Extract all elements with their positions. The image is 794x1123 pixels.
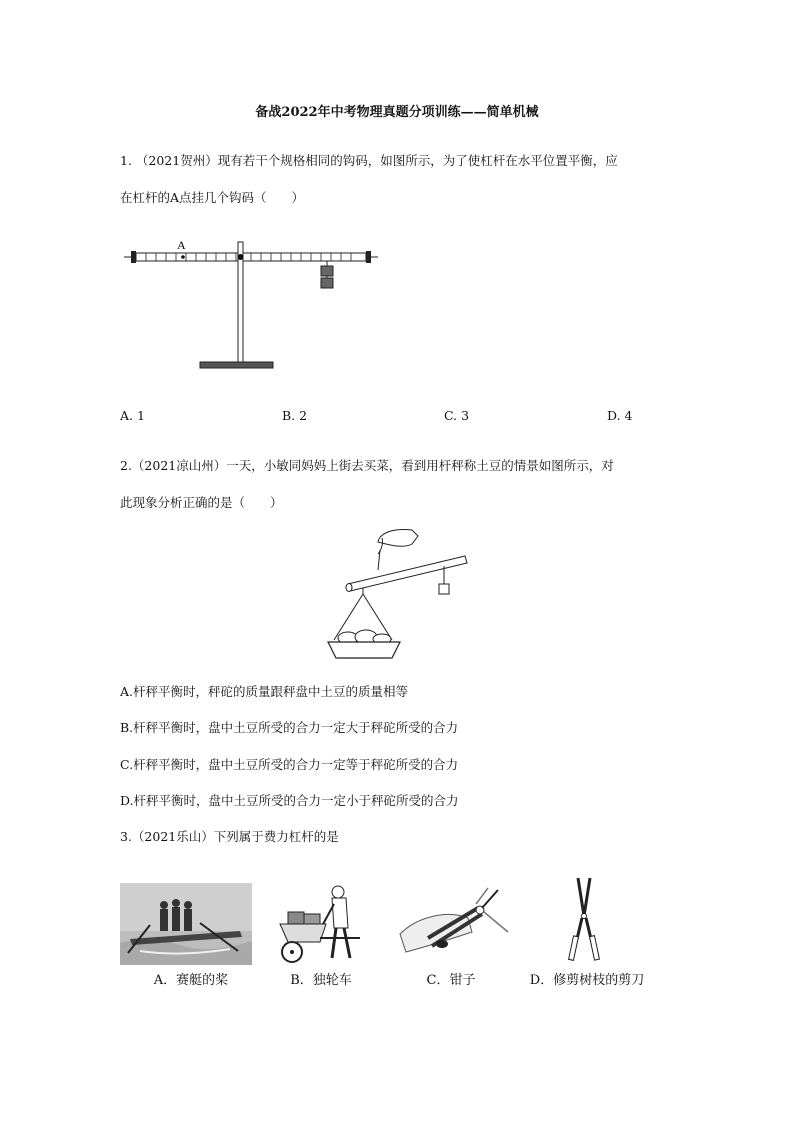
q3-caption-a[interactable]: A．赛艇的桨 [153,973,229,988]
q1-option-c[interactable]: C. 3 [444,408,470,423]
q1-option-d[interactable]: D. 4 [607,408,633,423]
stand-base [200,362,273,368]
steelyard-figure [320,522,470,662]
page-title: 备战2022年中考物理真题分项训练——简单机械 [255,105,539,120]
q2-stem-line2: 此现象分析正确的是（ ） [120,495,283,510]
q2-option-c[interactable]: C.杆秤平衡时，盘中土豆所受的合力一定等于秤砣所受的合力 [120,757,459,772]
q2-option-a[interactable]: A.杆秤平衡时，秤砣的质量跟秤盘中土豆的质量相等 [120,684,409,699]
right-balance-nut [366,251,371,263]
hook-weight-2 [321,278,333,288]
q1-stem-line2: 在杠杆的A点挂几个钩码（ ） [120,190,305,205]
q2-option-d[interactable]: D.杆秤平衡时，盘中土豆所受的合力一定小于秤砣所受的合力 [120,793,459,808]
rowing-photo [120,883,252,965]
point-a-marker [181,255,185,259]
q3-stem: 3.（2021乐山）下列属于费力杠杆的是 [120,829,339,844]
q3-caption-c[interactable]: C．钳子 [426,973,476,988]
lever-figure [120,232,380,372]
wheelbarrow-figure [276,882,368,966]
hook-weight-1 [321,266,333,276]
point-a-label: A [177,238,186,252]
q1-option-b[interactable]: B. 2 [282,408,308,423]
q3-caption-b[interactable]: B．独轮车 [290,973,352,988]
q3-caption-d[interactable]: D．修剪树枝的剪刀 [529,973,645,988]
q1-option-a[interactable]: A. 1 [120,408,145,423]
scale-pan [328,642,400,658]
fulcrum [238,254,244,260]
counterweight [439,584,449,594]
barrow-tray [280,924,326,942]
pliers-figure [398,886,514,966]
hand-shape [378,530,418,547]
q2-stem-line1: 2.（2021凉山州）一天，小敏同妈妈上街去买菜，看到用杆秤称土豆的情景如图所示，对 [120,458,614,473]
shears-figure [560,876,610,964]
q2-option-b[interactable]: B.杆秤平衡时，盘中土豆所受的合力一定大于秤砣所受的合力 [120,720,459,735]
q1-stem-line1: 1. （2021贺州）现有若干个规格相同的钩码，如图所示，为了使杠杆在水平位置平衡，应 [120,153,618,168]
left-balance-nut [131,251,136,263]
